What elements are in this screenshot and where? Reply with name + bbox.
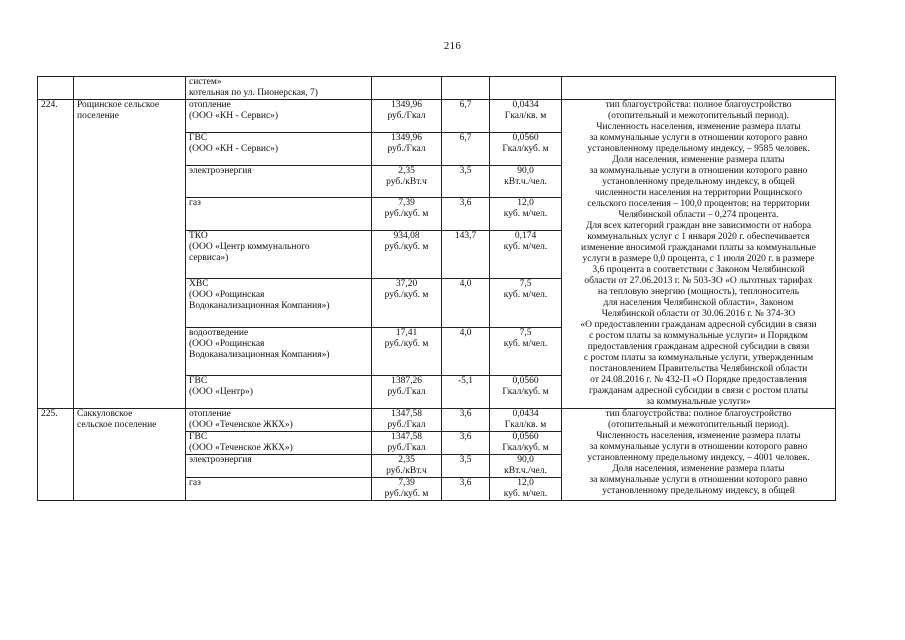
service-label-line: газ: [189, 478, 201, 488]
tariff-value: 1349,96: [391, 100, 422, 110]
cell-percent: [442, 77, 490, 100]
note-line: Челябинской области от 30.06.2016 г. № 374-ЗО: [601, 309, 796, 319]
service-label-line: ХВС: [189, 279, 209, 290]
note-line: численности населения на территории Рощинского: [594, 188, 803, 198]
tariff-cell: [372, 376, 442, 409]
volume-value: 90,0: [517, 455, 534, 465]
tariff-unit: руб./куб. м: [384, 209, 429, 220]
note-line: области от 27.06.2013 г. № 503-ЗО «О льготных тарифах: [584, 276, 813, 286]
note-line: постановлением Правительства Челябинской области: [589, 364, 808, 374]
volume-value: 0,0434: [512, 100, 539, 110]
volume-unit: Гкал/куб. м: [502, 143, 549, 154]
cell-note: [562, 77, 836, 100]
row-number: 224.: [38, 100, 74, 409]
tariff-value: 2,35: [398, 455, 415, 465]
service-cell: [186, 409, 372, 432]
volume-cell: [490, 132, 562, 165]
note-line: предоставления гражданам адресной субсидии в связи: [587, 342, 810, 352]
note-line: изменение вносимой гражданами платы за коммунальные: [581, 243, 816, 253]
volume-unit: куб. м/чел.: [503, 290, 548, 301]
note-line: за коммунальные услуги в отношении которого равно: [589, 133, 808, 143]
volume-unit: куб. м/чел.: [503, 338, 548, 349]
tariff-cell: [372, 198, 442, 231]
service-cell: [186, 165, 372, 198]
tariff-unit: руб./куб. м: [384, 489, 429, 499]
volume-value: 0,174: [514, 231, 537, 241]
table-body: [38, 77, 836, 501]
volume-unit: Гкал/куб. м: [502, 443, 549, 453]
volume-value: 7,5: [519, 327, 532, 338]
service-cell: [186, 231, 372, 279]
service-label-line: (ООО «Рощинская: [189, 290, 265, 301]
tariff-cell: [372, 478, 442, 501]
note-line: установленному предельному индексу, – 9585 человек.: [587, 144, 810, 154]
service-label-line: электроэнергия: [189, 455, 252, 465]
note-line: от 24.08.2016 г. № 432-П «О Порядке предоставления: [590, 375, 807, 385]
volume-cell: [490, 376, 562, 409]
municipality-name-line: поселение: [77, 111, 119, 121]
tariff-value: 7,39: [398, 198, 415, 209]
cell-name: [74, 77, 186, 100]
municipality-name-line: Рощинское сельское: [77, 100, 160, 110]
service-cell: [186, 432, 372, 455]
tariff-value: 1387,26: [391, 376, 422, 387]
note-cell: [562, 409, 836, 501]
note-line: (отопительный и межотопительный период).: [607, 111, 790, 121]
volume-cell: [490, 432, 562, 455]
note-line: установленному предельному индексу, в общей: [602, 486, 795, 496]
note-line: Челябинской области – 0,274 процента.: [618, 210, 779, 220]
tariff-value: 1347,58: [391, 432, 422, 442]
service-cell: [186, 376, 372, 409]
volume-unit: кВт.ч./чел.: [504, 466, 547, 476]
volume-cell: [490, 165, 562, 198]
tariff-unit: руб./куб. м: [384, 242, 429, 252]
note-line: за коммунальные услуги в отношении которого равно: [589, 166, 808, 176]
service-cell: [186, 198, 372, 231]
note-line: с ростом платы за коммунальные услуги, утвержденным: [583, 353, 814, 363]
volume-value: 0,0560: [512, 132, 539, 143]
volume-value: 0,0434: [512, 409, 539, 419]
note-line: за коммунальные услуги в отношении которого равно: [589, 442, 808, 452]
note-line: «О предоставлении гражданам адресной субсидии в связи: [580, 320, 817, 330]
tariff-value: 17,41: [395, 327, 418, 338]
table-row: [38, 100, 836, 133]
volume-cell: [490, 327, 562, 375]
tariff-cell: [372, 409, 442, 432]
note-line: Численность населения, изменение размера платы: [596, 122, 801, 132]
note-line: за коммунальные услуги в отношении которого равно: [589, 475, 808, 485]
note-line: сельского поселения – 100,0 процентов; на территории: [587, 199, 810, 209]
percent-cell: 3,6: [442, 478, 490, 501]
tariff-value: 1347,58: [391, 409, 422, 419]
service-label-line: ГВС: [189, 432, 208, 442]
continuation-row: [38, 77, 836, 100]
note-line: тип благоустройства: полное благоустройство: [605, 409, 792, 419]
service-cell: [186, 455, 372, 478]
note-line: Доля населения, изменение размера платы: [612, 464, 785, 474]
tariff-cell: [372, 432, 442, 455]
volume-unit: Гкал/кв. м: [504, 111, 547, 121]
volume-unit: кВт.ч./чел.: [504, 176, 547, 187]
volume-value: 7,5: [519, 279, 532, 290]
percent-cell: 3,6: [442, 432, 490, 455]
volume-cell: [490, 231, 562, 279]
cell-volume: [490, 77, 562, 100]
tariff-cell: [372, 279, 442, 327]
tariff-unit: руб./кВт.ч: [386, 176, 427, 187]
percent-cell: 4,0: [442, 279, 490, 327]
note-line: Для всех категорий граждан вне зависимости от набора: [585, 221, 812, 231]
tariff-cell: [372, 231, 442, 279]
note-line: тип благоустройства: полное благоустройство: [605, 100, 792, 110]
service-cell: [186, 327, 372, 375]
percent-cell: 6,7: [442, 132, 490, 165]
percent-cell: -5,1: [442, 376, 490, 409]
tariff-cell: [372, 327, 442, 375]
volume-value: 0,0560: [512, 432, 539, 442]
tariff-value: 1349,96: [391, 132, 422, 143]
volume-unit: куб. м/чел.: [503, 489, 548, 499]
note-line: гражданам адресной субсидии в связи с ростом платы: [588, 386, 809, 396]
tariff-value: 7,39: [398, 478, 415, 488]
service-label-line: (ООО «Теченское ЖКХ»): [189, 443, 293, 453]
volume-value: 90,0: [517, 165, 534, 176]
service-label-line: сервиса»): [189, 253, 229, 263]
cell-service: [186, 77, 372, 100]
volume-cell: [490, 455, 562, 478]
service-label-line: ТКО: [189, 231, 208, 241]
tariff-value: 2,35: [398, 165, 415, 176]
tariff-unit: руб./Гкал: [387, 143, 426, 154]
volume-unit: куб. м/чел.: [503, 209, 548, 220]
municipality-name-line: Саккуловское: [77, 409, 133, 419]
volume-cell: [490, 478, 562, 501]
tariff-unit: руб./Гкал: [387, 443, 426, 453]
volume-value: 12,0: [517, 198, 534, 209]
municipality-name: [74, 100, 186, 409]
note-line: услуги в размере 0,0 процента, с 1 июля 2020 г. в размере: [582, 254, 815, 264]
cell-num: [38, 77, 74, 100]
volume-unit: Гкал/куб. м: [502, 387, 549, 398]
note-line: за коммунальные услуги»: [646, 397, 751, 407]
tariff-cell: [372, 132, 442, 165]
service-label-line: (ООО «КН - Сервис»): [189, 143, 279, 154]
service-label-line: ГВС: [189, 376, 208, 387]
tariff-unit: руб./Гкал: [387, 420, 426, 430]
service-label-line: газ: [189, 198, 201, 209]
service-label-line: (ООО «Центр коммунального: [189, 242, 310, 252]
service-label-line: водоотведение: [189, 327, 249, 338]
tariff-unit: руб./Гкал: [387, 111, 426, 121]
note-line: Численность населения, изменение размера платы: [596, 431, 801, 441]
percent-cell: 3,5: [442, 165, 490, 198]
note-line: на тепловую энергию (мощность), теплоноситель: [597, 287, 800, 297]
service-label-line: (ООО «КН - Сервис»): [189, 111, 279, 121]
service-label-line: электроэнергия: [189, 165, 252, 176]
service-line: систем»: [189, 77, 222, 87]
service-cell: [186, 132, 372, 165]
note-line: установленному предельному индексу, – 4001 человек.: [587, 453, 810, 463]
municipality-name-line: сельское поселение: [77, 420, 157, 430]
percent-cell: 143,7: [442, 231, 490, 279]
tariff-table: [37, 76, 836, 501]
percent-cell: 3,5: [442, 455, 490, 478]
volume-value: 0,0560: [512, 376, 539, 387]
tariff-value: 934,08: [393, 231, 420, 241]
note-line: установленному предельному индексу, в общей: [602, 177, 795, 187]
cell-tariff: [372, 77, 442, 100]
tariff-cell: [372, 455, 442, 478]
table-row: [38, 409, 836, 432]
service-cell: [186, 478, 372, 501]
note-line: 3,6 процента в соответствии с Законом Челябинской: [592, 265, 805, 275]
percent-cell: 3,6: [442, 198, 490, 231]
volume-value: 12,0: [517, 478, 534, 488]
note-line: для населения Челябинской области», Законом: [603, 298, 794, 308]
service-cell: [186, 100, 372, 133]
tariff-value: 37,20: [395, 279, 418, 290]
volume-unit: Гкал/кв. м: [504, 420, 547, 430]
service-label-line: отопление: [189, 100, 231, 110]
row-number: 225.: [38, 409, 74, 501]
service-line: котельная по ул. Пионерская, 7): [189, 88, 318, 98]
service-label-line: (ООО «Центр»): [189, 387, 253, 398]
note-cell: [562, 100, 836, 409]
note-line: с ростом платы за коммунальные услуги» и Порядком: [589, 331, 808, 341]
tariff-unit: руб./куб. м: [384, 338, 429, 349]
tariff-unit: руб./Гкал: [387, 387, 426, 398]
service-label-line: Водоканализационная Компания»): [189, 349, 330, 360]
service-label-line: Водоканализационная Компания»): [189, 301, 330, 312]
volume-unit: куб. м/чел.: [503, 242, 548, 252]
volume-cell: [490, 100, 562, 133]
page-number: 216: [443, 40, 462, 52]
service-label-line: (ООО «Рощинская: [189, 338, 265, 349]
tariff-cell: [372, 100, 442, 133]
percent-cell: 3,6: [442, 409, 490, 432]
percent-cell: 6,7: [442, 100, 490, 133]
service-label-line: ГВС: [189, 132, 208, 143]
note-line: Доля населения, изменение размера платы: [612, 155, 785, 165]
service-label-line: отопление: [189, 409, 231, 419]
tariff-unit: руб./куб. м: [384, 290, 429, 301]
tariff-cell: [372, 165, 442, 198]
service-label-line: (ООО «Теченское ЖКХ»): [189, 420, 293, 430]
volume-cell: [490, 279, 562, 327]
service-cell: [186, 279, 372, 327]
municipality-name: [74, 409, 186, 501]
volume-cell: [490, 409, 562, 432]
volume-cell: [490, 198, 562, 231]
note-line: (отопительный и межотопительный период).: [607, 420, 790, 430]
percent-cell: 4,0: [442, 327, 490, 375]
note-line: коммунальных услуг с 1 января 2020 г. обеспечивается: [587, 232, 810, 242]
tariff-unit: руб./кВт.ч: [386, 466, 427, 476]
